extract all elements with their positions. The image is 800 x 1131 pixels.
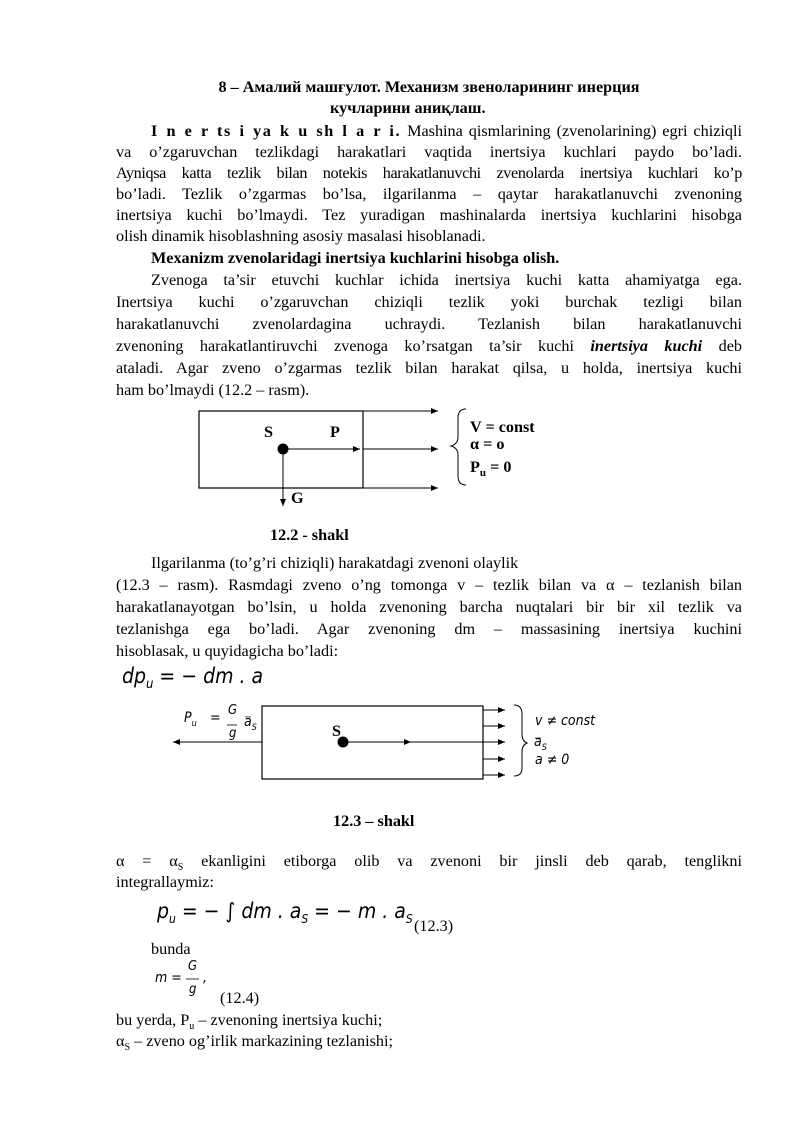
equation-12-4-number: (12.4) [220, 989, 260, 1007]
fig123-caption: 12.3 – shakl [333, 812, 415, 830]
fig123-velocity-not-const: v ≠ const [535, 713, 596, 729]
para1-line-5: inertsiya kuchi bo’lmaydi. Tez yuradigan mashinalarda inertsiya kuchlarini hisobga [116, 206, 742, 224]
equation-12-4-num: G [188, 959, 198, 974]
fig123-equals: = [210, 710, 221, 726]
equation-12-3: $p_u$ = − ∫ dm . $a_S$ = − m . $a_S$ [157, 899, 413, 927]
fig122-label-p: P [330, 423, 340, 441]
para1-line-3: Ayniqsa katta tezlik bilan notekis harakatlanuvchi zvenolarda inertsiya kuchlari ko’p [116, 164, 742, 182]
para2-line-6: ham bo’lmaydi (12.2 – rasm). [116, 381, 310, 399]
title-line-2: кучларини аниқлаш. [330, 99, 486, 117]
fig123-frac-den: g [229, 726, 237, 741]
fig122-label-g: G [291, 489, 304, 507]
fig122-velocity-const: V = const [470, 418, 535, 436]
equation-12-4-den: g [189, 982, 197, 997]
title-line-1: 8 – Амалий машғулот. Механизм звеноларининг инерция [218, 78, 640, 96]
inertia-force-term: inertsiya kuchi [590, 337, 703, 355]
bunda-word: bunda [151, 940, 191, 958]
fig122-accel-zero: α = o [470, 435, 505, 453]
para2-line-5: ataladi. Agar zveno o’zgarmas tezlik bilan harakat qilsa, u holda, inertsiya kuchi [116, 359, 742, 377]
para2-line-4: zvenoning harakatlantiruvchi zvenoga ko’rsatgan ta’sir kuchi inertsiya kuchi deb [116, 337, 742, 355]
fig123-as-label: $a_S$ [244, 714, 257, 733]
definition-as: $\alpha_S$ – zveno og’irlik markazining tezlanishi; [116, 1032, 394, 1054]
para1-line-4: bo’ladi. Tezlik o’zgarmas bo’lsa, ilgarilanma – qaytar harakatlanuvchi zvenoning [116, 185, 742, 203]
definition-pu: bu yerda, $P_u$ – zvenoning inertsiya kuchi; [116, 1011, 383, 1033]
fig123-pu-label: $P_u$ [184, 710, 197, 729]
para2-line-1: Zvenoga ta’sir etuvchi kuchlar ichida inertsiya kuchi katta ahamiyatga ega. [151, 271, 742, 289]
para1-line-6: olish dinamik hisoblashning asosiy masalasi hisoblanadi. [116, 227, 486, 245]
fig122-label-s: S [264, 423, 274, 441]
para3-line-4: tezlanishga ega bo’ladi. Agar zvenoning dm – massasining inertsiya kuchini [116, 620, 742, 638]
para4-line-2: integrallaymiz: [116, 873, 214, 891]
equation-12-3-number: (12.3) [414, 917, 454, 935]
para3-line-1: Ilgarilanma (to’g’ri chiziqli) harakatdagi zvenoni olaylik [151, 554, 519, 572]
lead-term: I n e r ts i ya k u sh l a r i. [151, 122, 402, 140]
para2-line-2: Inertsiya kuchi o’zgaruvchan chiziqli tezlik yoki burchak tezligi bilan [116, 293, 742, 311]
para1-line-1: I n e r ts i ya k u sh l a r i. Mashina qismlarining (zvenolarining) egri chiziqli [151, 122, 742, 140]
para3-line-2: (12.3 – rasm). Rasmdagi zveno o’ng tomonga v – tezlik bilan va α – tezlanish bilan [116, 576, 742, 594]
fig123-frac-num: G [228, 703, 238, 718]
equation-dpu: $dp_u$ = − dm . a [122, 664, 264, 693]
equation-12-4-comma: , [203, 970, 207, 986]
para2-line-3: harakatlanuvchi zvenolardagina uchraydi. Tezlanish bilan harakatlanuvchi [116, 315, 742, 333]
fig123-accel-nonzero: a ≠ 0 [535, 752, 570, 768]
fig122-inertia-zero: $P_u = 0$ [470, 458, 512, 480]
fig122-caption: 12.2 - shakl [270, 526, 349, 544]
para3-line-5: hisoblasak, u quyidagicha bo’ladi: [116, 642, 339, 660]
para3-line-3: harakatlanayotgan bo’lsin, u holda zvenoning barcha nuqtalari bir bir xil tezlik va [116, 598, 742, 616]
section-heading: Mexanizm zvenolaridagi inertsiya kuchlarini hisobga olish. [151, 249, 560, 267]
fig123-accel-vector: $a_S$ [534, 734, 547, 753]
equation-12-4-lhs: m = [155, 970, 182, 986]
fig123-label-s: S [332, 722, 342, 740]
para4-line-1: $\alpha = \alpha_S$ ekanligini etiborga olib va zvenoni bir jinsli deb qarab, tenglikni [116, 852, 743, 874]
para1-line-2: va o’zgaruvchan tezlikdagi harakatlari vaqtida inertsiya kuchlari paydo bo’ladi. [116, 143, 742, 161]
